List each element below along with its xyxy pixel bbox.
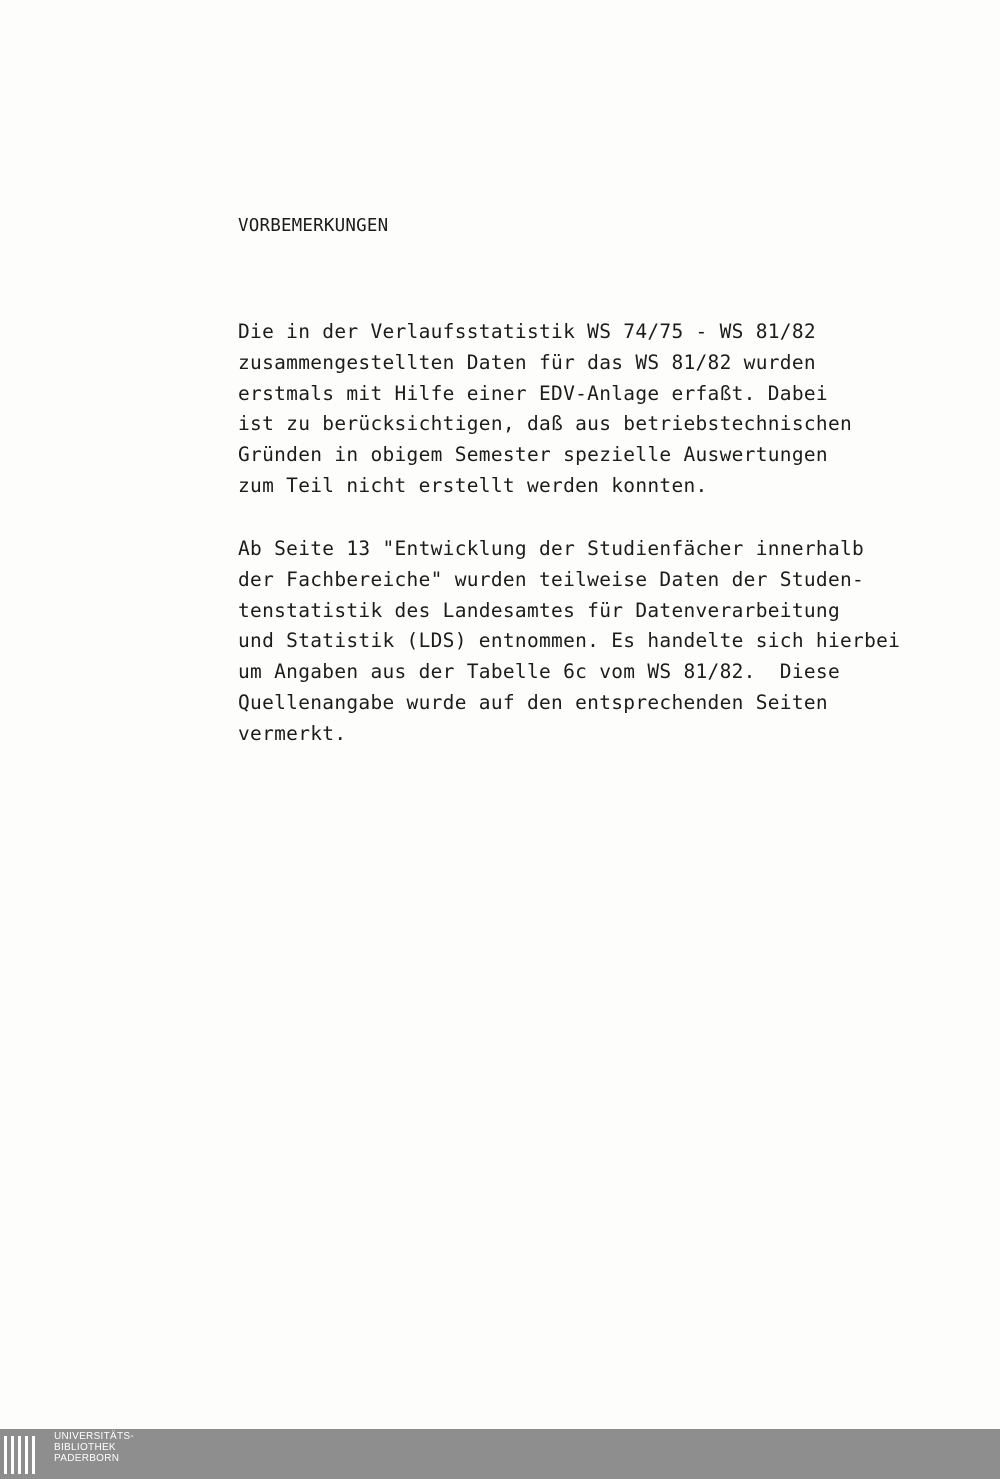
paragraph-line: zum Teil nicht erstellt werden konnten.	[238, 473, 708, 497]
paragraph-line: der Fachbereiche" wurden teilweise Daten der Studen-	[238, 567, 865, 591]
paragraph-line: tenstatistik des Landesamtes für Datenverarbeitung	[238, 598, 840, 622]
paragraph-line: Ab Seite 13 "Entwicklung der Studienfächer innerhalb	[238, 537, 865, 560]
paragraph-line: ist zu berücksichtigen, daß aus betriebstechnischen	[238, 412, 853, 436]
library-footer-bar	[0, 1429, 1000, 1479]
library-logo-line: PADERBORN	[54, 1453, 120, 1464]
library-logo-text	[54, 1431, 134, 1464]
paragraph-line: Die in der Verlaufsstatistik WS 74/75 - WS 81/82	[238, 320, 816, 343]
paragraph-line: Quellenangabe wurde auf den entsprechenden Seiten	[238, 690, 828, 714]
library-logo-line: UNIVERSITÄTS-	[54, 1431, 135, 1442]
paragraph-1	[238, 317, 852, 502]
paragraph-2	[238, 534, 900, 750]
paragraph-line: erstmals mit Hilfe einer EDV-Anlage erfaßt. Dabei	[238, 381, 828, 405]
paragraph-line: zusammengestellten Daten für das WS 81/82 wurden	[238, 350, 816, 374]
paragraph-line: und Statistik (LDS) entnommen. Es handelte sich hierbei	[238, 629, 901, 653]
paragraph-line: vermerkt.	[238, 721, 347, 745]
paragraph-line: Gründen in obigem Semester spezielle Auswertungen	[238, 443, 828, 467]
document-heading: VORBEMERKUNGEN	[238, 216, 389, 236]
library-logo-icon	[4, 1436, 39, 1474]
library-logo-line: BIBLIOTHEK	[54, 1442, 116, 1453]
paragraph-line: um Angaben aus der Tabelle 6c vom WS 81/82. Diese	[238, 660, 840, 684]
